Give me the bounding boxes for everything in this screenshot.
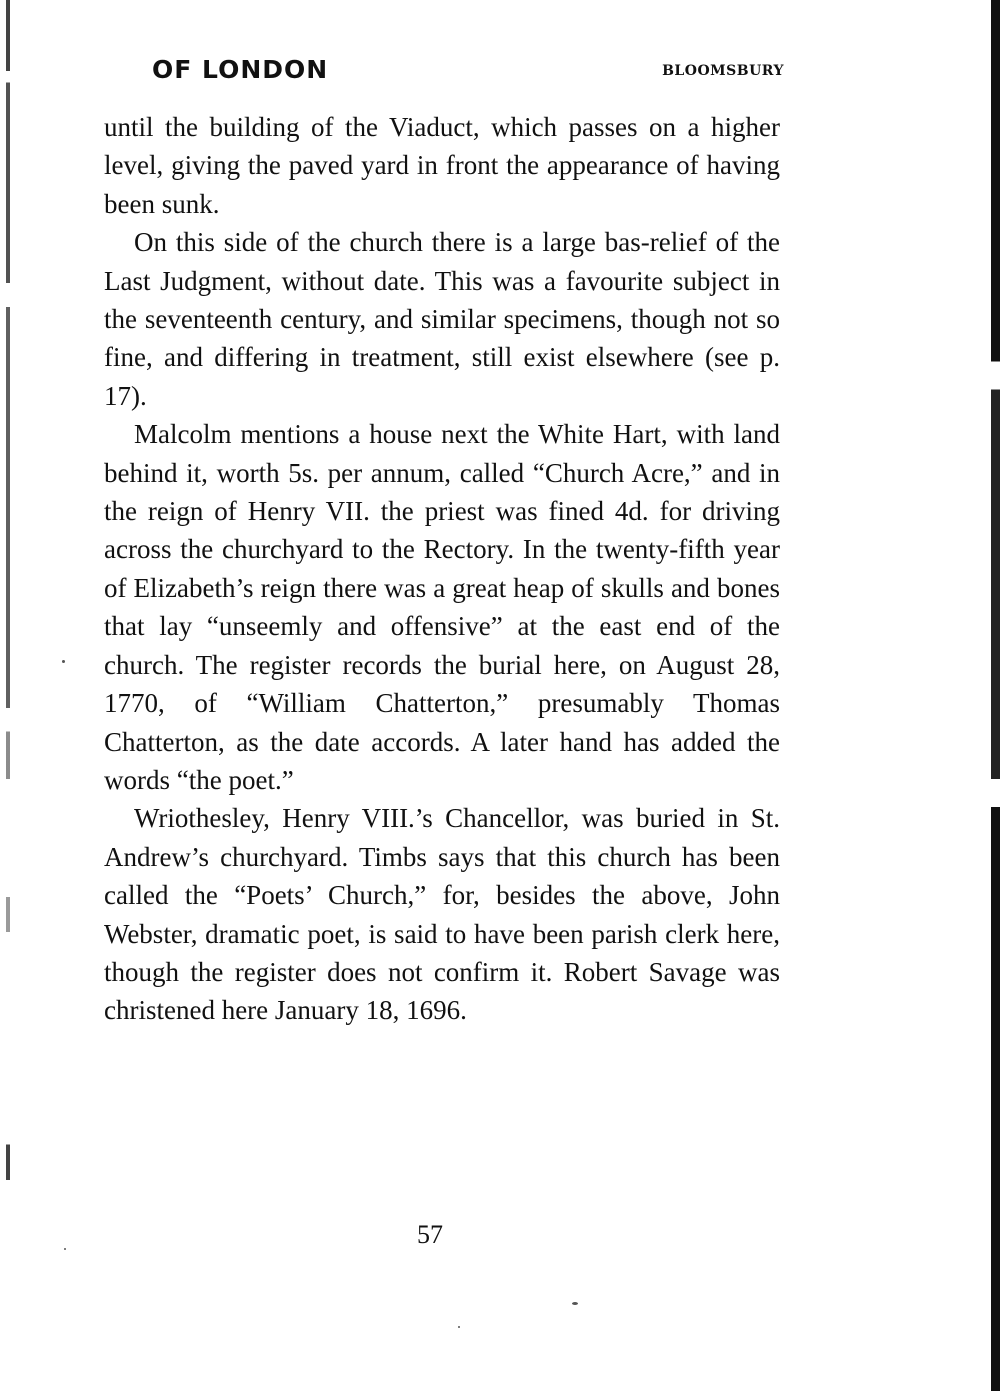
scan-speck — [64, 1248, 66, 1250]
running-head — [152, 55, 784, 89]
scan-speck — [458, 1326, 460, 1328]
scan-edge-left — [6, 0, 10, 1180]
paragraph-2: On this side of the church there is a large bas-relief of the Last Judgment, without date. This was a favourite subject in the seventeenth century, and similar specimens, though not so fine, and differing in treatment, still exist elsewhere (see p. 17). — [104, 227, 780, 411]
running-head-title: OF LONDON — [152, 55, 329, 84]
paragraph-4: Wriothesley, Henry VIII.’s Chancellor, was buried in St. Andrew’s churchyard. Timbs says that this church has been called the “Poets’ Church,” for, besides the above, John Webster, dramatic poet, is said to have been parish clerk here, though the register does not confirm it. Robert Savage was christened here January 18, 1696. — [104, 803, 780, 1026]
body-text — [104, 108, 780, 1030]
page-number: 57 — [417, 1220, 443, 1249]
scan-speck — [62, 660, 65, 663]
scan-edge-right — [991, 0, 1000, 1391]
paragraph-1: until the building of the Viaduct, which passes on a higher level, giving the paved yard in front the appearance of having been sunk. — [104, 112, 780, 219]
paragraph-3: Malcolm mentions a house next the White Hart, with land behind it, worth 5s. per annum, called “Church Acre,” and in the reign of Henry VII. the priest was fined 4d. for driving across the churchyard to the Rectory. In the twenty-fifth year of Elizabeth’s reign there was a great heap of skulls and bones that lay “unseemly and offensive” at the east end of the church. The register records the burial here, on August 28, 1770, of “William Chatterton,” presumably Thomas Chatterton, as the date accords. A later hand has added the words “the poet.” — [104, 419, 780, 795]
scan-speck — [572, 1302, 578, 1305]
running-head-section: BLOOMSBURY — [662, 63, 784, 79]
